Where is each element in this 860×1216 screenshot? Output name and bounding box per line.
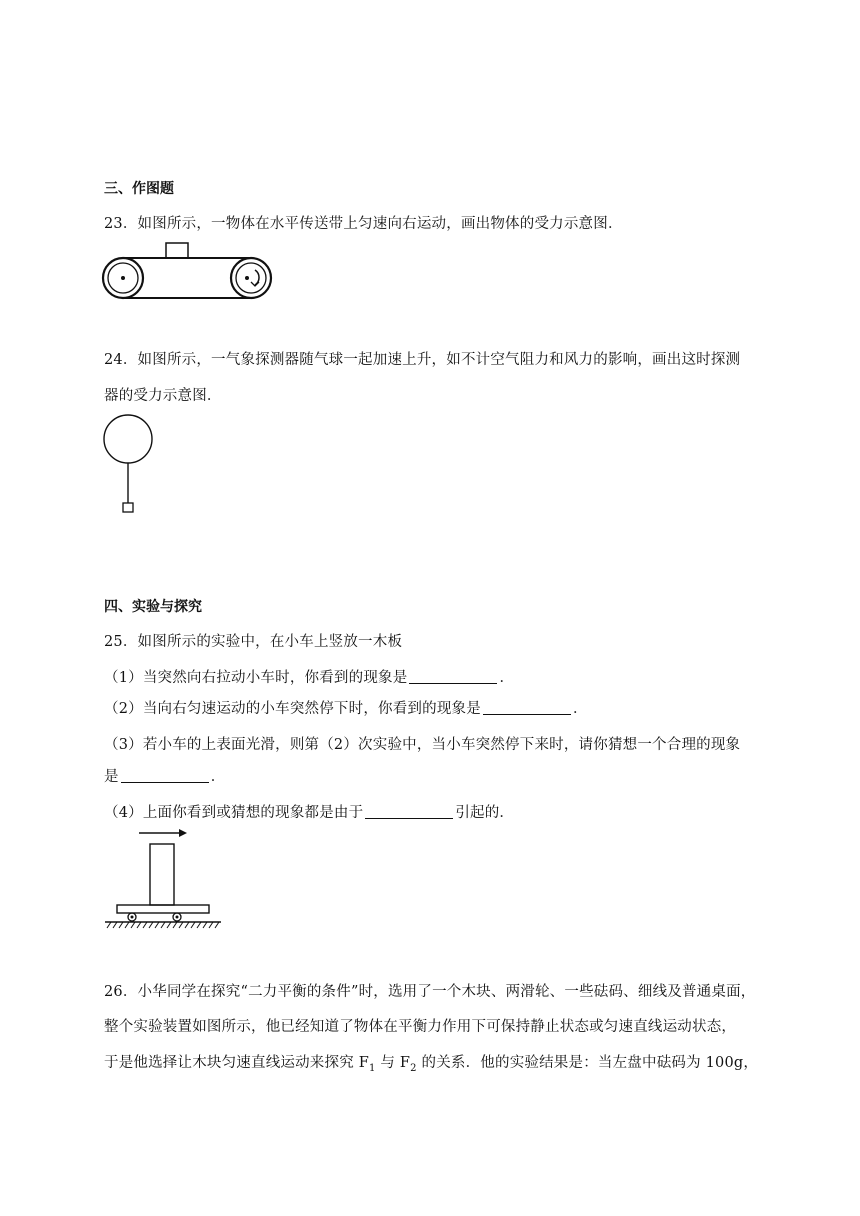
cart-experiment-figure: [103, 826, 223, 934]
conveyor-belt-figure: [103, 243, 275, 301]
part3-text: 是: [104, 769, 119, 785]
part4-text: （4）上面你看到或猜想的现象都是由于: [104, 805, 364, 821]
balloon-detector-figure: [103, 414, 159, 516]
answer-blank-4[interactable]: [365, 804, 453, 819]
question-25-part3-line2: [104, 765, 225, 786]
question-24-line2: 器的受力示意图．: [104, 388, 222, 404]
subscript-1: 1: [368, 1062, 376, 1074]
detector-box: [123, 503, 133, 512]
part1-end: ．: [499, 670, 515, 686]
answer-blank-2[interactable]: [483, 700, 571, 715]
answer-blank-3[interactable]: [121, 768, 209, 783]
part1-text: （1）当突然向右拉动小车时，你看到的现象是: [104, 670, 408, 686]
wooden-board: [150, 844, 174, 905]
question-26-line1: 26．小华同学在探究“二力平衡的条件”时，选用了一个木块、两滑轮、一些砝码、细线及普通桌面，: [104, 984, 756, 1000]
question-24-line1: 24．如图所示，一气象探测器随气球一起加速上升，如不计空气阻力和风力的影响，画出这时探测: [104, 352, 741, 368]
part2-end: ．: [572, 701, 588, 717]
cart-body: [117, 905, 209, 913]
line3-text-c: 的关系．他的实验结果是：当左盘中砝码为 100g，: [416, 1055, 759, 1071]
subscript-2: 2: [410, 1062, 417, 1074]
question-26-line3: [104, 1051, 758, 1074]
question-25-part3-line1: （3）若小车的上表面光滑，则第（2）次实验中，当小车突然停下来时，请你猜想一个合理的现象: [104, 737, 741, 753]
object-block: [166, 243, 188, 258]
part3-end: ．: [210, 769, 226, 785]
line3-text-b: 与 F: [375, 1055, 411, 1071]
question-25-part2: [104, 697, 588, 718]
question-25-part4: [104, 801, 514, 822]
answer-blank-1[interactable]: [409, 669, 497, 684]
part2-text: （2）当向右匀速运动的小车突然停下时，你看到的现象是: [104, 701, 481, 717]
balloon: [104, 415, 152, 463]
question-25-part1: [104, 666, 514, 687]
question-26-line2: 整个实验装置如图所示，他已经知道了物体在平衡力作用下可保持静止状态或匀速直线运动状态，: [104, 1019, 737, 1035]
question-23-text: 23．如图所示，一物体在水平传送带上匀速向右运动，画出物体的受力示意图．: [104, 216, 623, 232]
section-heading-drawing: 三、作图题: [104, 181, 174, 197]
right-roller: [231, 258, 271, 298]
part4-end: 引起的．: [455, 805, 515, 821]
section-heading-experiment: 四、实验与探究: [104, 599, 202, 615]
question-25-stem: 25．如图所示的实验中，在小车上竖放一木板: [104, 634, 403, 650]
line3-text-a: 于是他选择让木块匀速直线运动来探究 F: [104, 1055, 369, 1071]
